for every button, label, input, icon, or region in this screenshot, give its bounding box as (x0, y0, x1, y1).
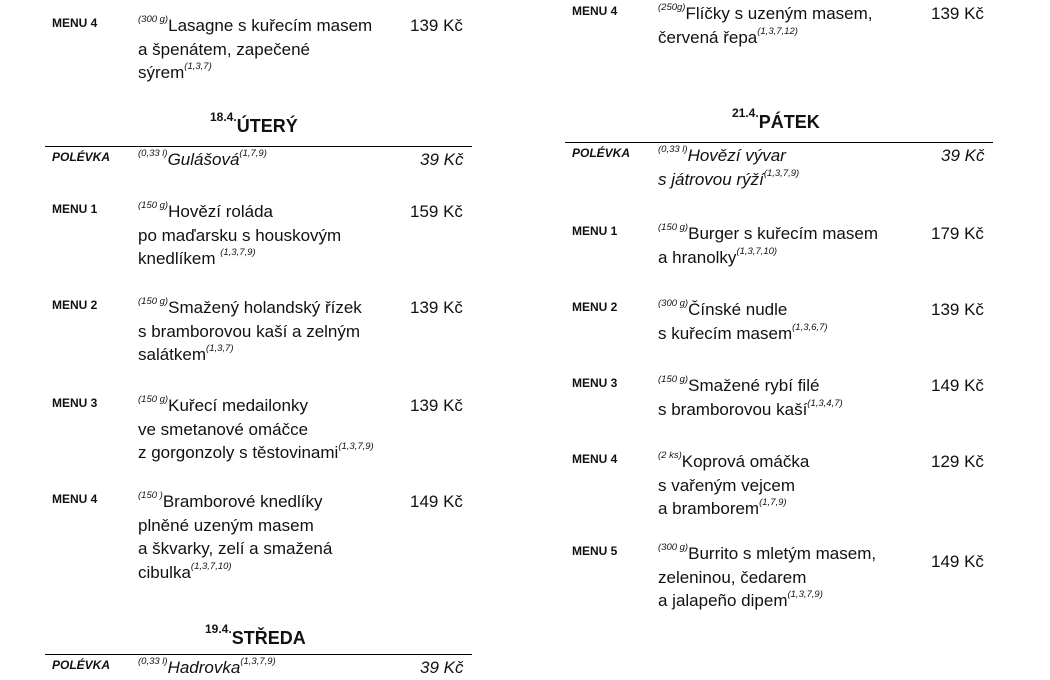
dish-line: sýrem (138, 63, 185, 82)
dish-price: 39 Kč (941, 146, 985, 165)
dish-price: 129 Kč (931, 452, 984, 471)
dish-line: červená řepa (658, 27, 758, 47)
dish-description (138, 490, 332, 584)
dish-line: Hadrovka (167, 658, 241, 677)
dish-allergens: (1,3,6,7) (792, 321, 828, 333)
dish-price: 139 Kč (410, 298, 463, 317)
menu-label: POLÉVKA (52, 150, 111, 164)
dish-line: Bramborové knedlíky (162, 492, 323, 511)
dish-line: a hranolky (658, 247, 737, 267)
dish-weight: (0,33 l) (138, 148, 168, 159)
dish-description (138, 14, 372, 85)
dish-price: 139 Kč (410, 396, 463, 415)
dish-line: po maďarsku s houskovým (138, 225, 342, 245)
dish-price: 179 Kč (931, 224, 984, 243)
dish-allergens: (1,3,7,12) (757, 25, 798, 37)
dish-price: 39 Kč (420, 658, 464, 677)
dish-allergens: (1,7,9) (239, 148, 267, 159)
dish-weight: (150 ) (138, 490, 163, 501)
dish-line: Burger s kuřecím masem (688, 224, 878, 243)
dish-weight: (2 ks) (658, 450, 682, 461)
menu-label: MENU 5 (572, 544, 618, 558)
dish-weight: (300 g) (138, 14, 169, 25)
divider (565, 142, 993, 143)
dish-weight: (300 g) (658, 298, 689, 309)
dish-description (658, 222, 878, 269)
day-date: 21.4. (732, 106, 759, 120)
dish-line: s játrovou rýží (658, 169, 764, 189)
dish-line: knedlíkem (138, 249, 221, 268)
dish-description (658, 374, 843, 421)
dish-weight: (0,33 l) (138, 656, 168, 667)
day-heading (205, 622, 306, 649)
dish-allergens: (1,3,7,9) (220, 247, 256, 258)
dish-line: zeleninou, čedarem (658, 567, 807, 587)
dish-line: Koprová omáčka (681, 452, 810, 471)
day-date: 18.4. (210, 110, 237, 124)
divider (45, 146, 472, 147)
dish-line: Gulášová (167, 150, 240, 169)
dish-line: Flíčky s uzeným masem, (685, 4, 873, 23)
dish-line: Smažený holandský řízek (168, 298, 362, 317)
dish-line: plněné uzeným masem (138, 515, 314, 535)
dish-price: 149 Kč (931, 552, 984, 571)
dish-allergens: (1,3,7,9) (763, 167, 800, 179)
dish-weight: (150 g) (138, 394, 169, 405)
dish-allergens: (1,3,7,10) (190, 560, 232, 572)
dish-line: s bramborovou kaší (658, 399, 808, 419)
dish-line: s kuřecím masem (658, 323, 793, 343)
menu-label: MENU 4 (52, 16, 98, 30)
day-name: PÁTEK (758, 112, 820, 132)
dish-allergens: (1,3,7,9) (240, 656, 276, 667)
dish-allergens: (1,3,4,7) (807, 397, 843, 409)
dish-line: Kuřecí medailonky (168, 396, 308, 415)
dish-line: Hovězí vývar (687, 146, 786, 165)
dish-line: Smažené rybí filé (688, 376, 820, 395)
menu-label: MENU 4 (52, 492, 98, 506)
menu-label: MENU 1 (572, 224, 618, 238)
dish-price: 139 Kč (931, 4, 984, 23)
dish-allergens: (1,7,9) (759, 497, 787, 508)
menu-label: MENU 4 (572, 452, 618, 466)
dish-price: 139 Kč (931, 300, 984, 319)
dish-line: s bramborovou kaší a zelným (138, 321, 361, 341)
dish-description (658, 2, 873, 49)
dish-line: z gorgonzoly s těstovinami (138, 443, 339, 462)
dish-price: 159 Kč (410, 202, 463, 221)
day-heading (210, 110, 298, 137)
menu-label: MENU 2 (572, 300, 618, 314)
day-heading (732, 106, 820, 133)
dish-line: a škvarky, zelí a smažená (138, 539, 333, 558)
dish-line: Čínské nudle (688, 300, 788, 319)
menu-label: MENU 3 (572, 376, 618, 390)
dish-allergens: (1,3,7) (184, 61, 212, 72)
dish-description (658, 144, 799, 191)
dish-weight: (0,33 l) (658, 144, 688, 155)
dish-allergens: (1,3,7,9) (787, 589, 823, 600)
menu-label: POLÉVKA (52, 658, 111, 672)
dish-weight: (150 g) (658, 374, 689, 385)
dish-description (138, 656, 276, 680)
dish-line: a bramborem (658, 499, 760, 518)
dish-line: Hovězí roláda (168, 202, 273, 221)
menu-label: POLÉVKA (572, 146, 631, 160)
dish-allergens: (1,3,7) (206, 343, 234, 354)
divider (45, 654, 472, 655)
day-name: STŘEDA (231, 628, 306, 648)
dish-line: cibulka (138, 562, 191, 582)
dish-description (138, 200, 341, 271)
dish-line: Burrito s mletým masem, (688, 544, 877, 563)
dish-line: a jalapeño dipem (658, 591, 788, 610)
dish-weight: (150 g) (658, 222, 689, 233)
dish-weight: (150 g) (138, 200, 169, 211)
dish-line: salátkem (138, 345, 207, 364)
dish-weight: (250g) (658, 2, 686, 13)
dish-line: a špenátem, zapečené (138, 39, 311, 59)
dish-price: 139 Kč (410, 16, 463, 35)
menu-label: MENU 4 (572, 4, 618, 18)
dish-price: 149 Kč (410, 492, 463, 511)
dish-description (138, 148, 267, 172)
dish-description (658, 542, 876, 613)
dish-allergens: (1,3,7,9) (338, 441, 374, 452)
dish-description (658, 450, 809, 521)
dish-price: 149 Kč (931, 376, 984, 395)
dish-allergens: (1,3,7,10) (736, 245, 778, 257)
day-date: 19.4. (205, 622, 232, 636)
dish-price: 39 Kč (420, 150, 464, 169)
dish-weight: (150 g) (138, 296, 169, 307)
dish-description (138, 296, 362, 367)
menu-label: MENU 1 (52, 202, 98, 216)
dish-line: Lasagne s kuřecím masem (168, 16, 373, 35)
dish-line: ve smetanové omáčce (138, 419, 309, 439)
day-name: ÚTERÝ (236, 116, 298, 136)
menu-label: MENU 3 (52, 396, 98, 410)
dish-line: s vařeným vejcem (658, 475, 795, 495)
dish-description (138, 394, 374, 465)
menu-label: MENU 2 (52, 298, 98, 312)
dish-description (658, 298, 828, 345)
dish-weight: (300 g) (658, 542, 689, 553)
